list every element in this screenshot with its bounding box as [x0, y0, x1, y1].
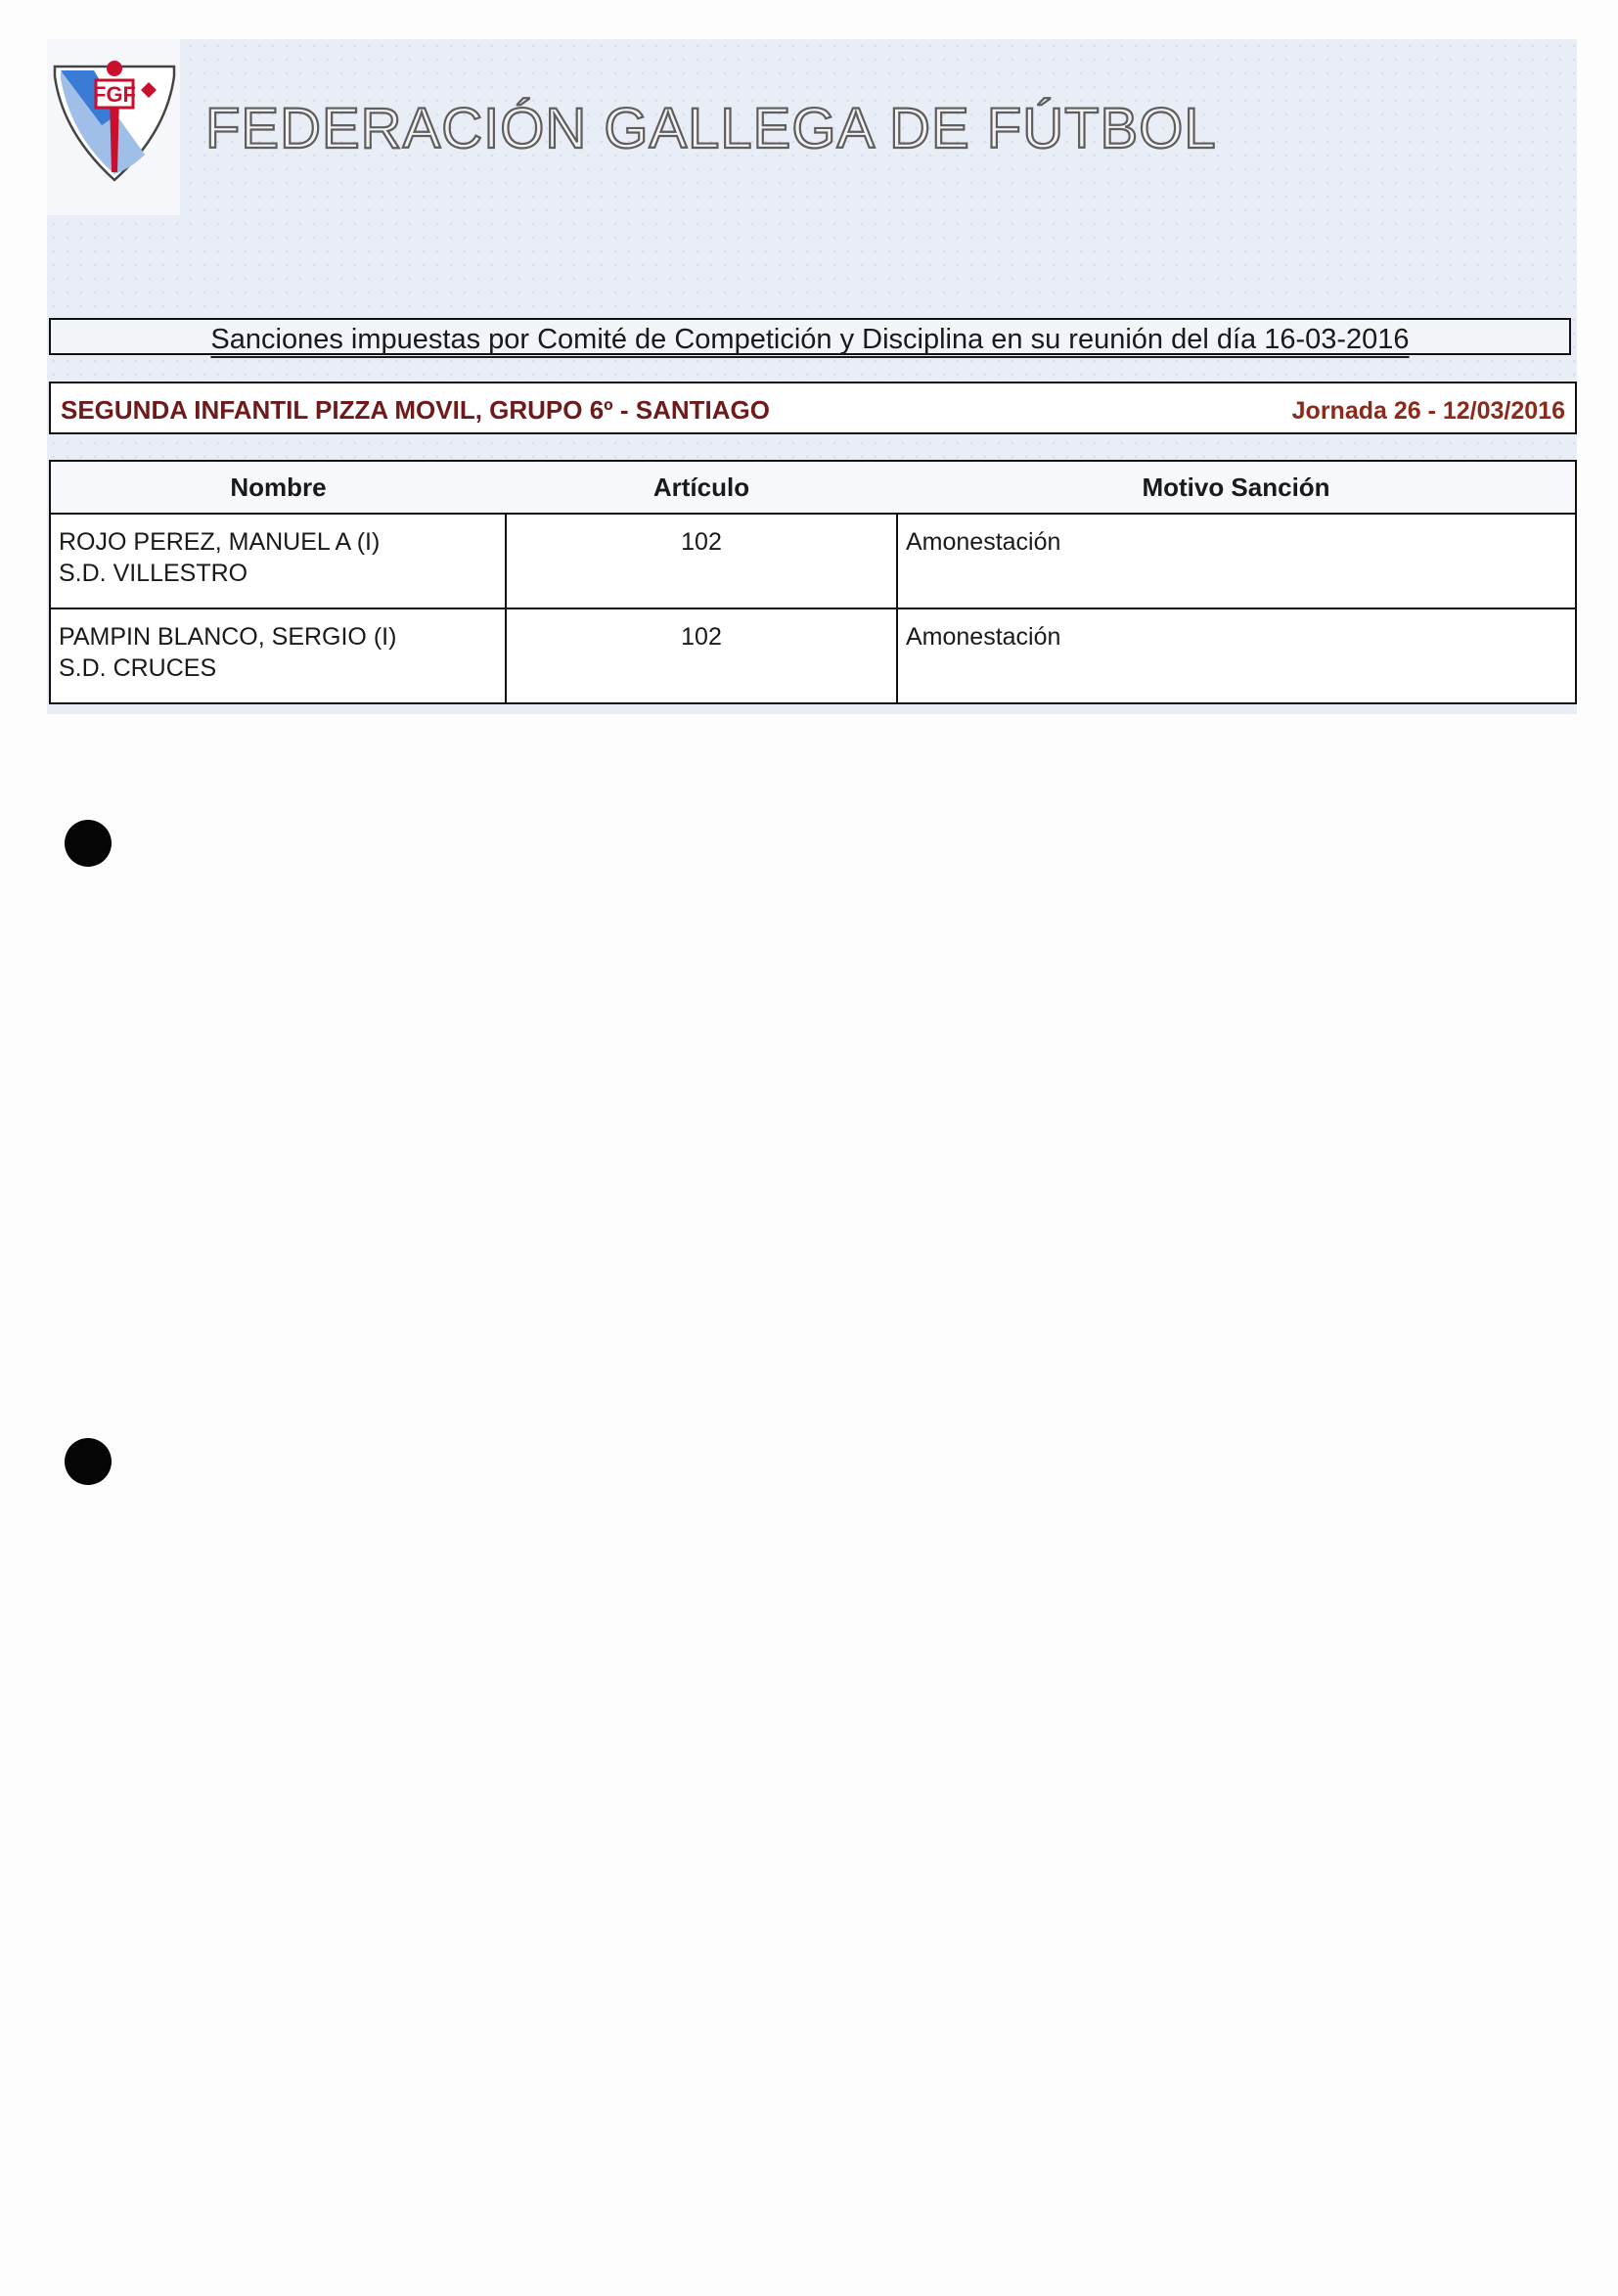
fgf-shield-logo-icon	[51, 57, 178, 184]
reason-cell: Amonestación	[897, 514, 1576, 608]
punch-hole-top	[65, 820, 112, 867]
punch-hole-bottom	[65, 1438, 112, 1485]
name-cell	[50, 608, 506, 703]
player-name: ROJO PEREZ, MANUEL A (I)	[59, 528, 381, 556]
federation-title: FEDERACIÓN GALLEGA DE FÚTBOL	[205, 97, 1217, 160]
club-name: S.D. VILLESTRO	[59, 560, 248, 587]
article-cell: 102	[506, 608, 897, 703]
sanctions-table	[49, 460, 1577, 704]
competition-name: SEGUNDA INFANTIL PIZZA MOVIL, GRUPO 6º - SANTIAGO	[61, 395, 771, 425]
table-row	[50, 608, 1576, 703]
player-name: PAMPIN BLANCO, SERGIO (I)	[59, 623, 397, 651]
column-header-name: Nombre	[50, 461, 506, 514]
column-header-article: Artículo	[506, 461, 897, 514]
session-title: Sanciones impuestas por Comité de Competición y Disciplina en su reunión del día 16-03-2016	[210, 324, 1410, 355]
article-cell: 102	[506, 514, 897, 608]
table-header-row	[50, 461, 1576, 514]
name-cell	[50, 514, 506, 608]
table-row	[50, 514, 1576, 608]
club-name: S.D. CRUCES	[59, 654, 217, 682]
competition-banner	[49, 382, 1577, 434]
svg-text:FGF: FGF	[93, 82, 136, 107]
reason-cell: Amonestación	[897, 608, 1576, 703]
session-banner	[49, 318, 1571, 355]
matchday-label: Jornada 26 - 12/03/2016	[1291, 397, 1565, 425]
column-header-reason: Motivo Sanción	[897, 461, 1576, 514]
